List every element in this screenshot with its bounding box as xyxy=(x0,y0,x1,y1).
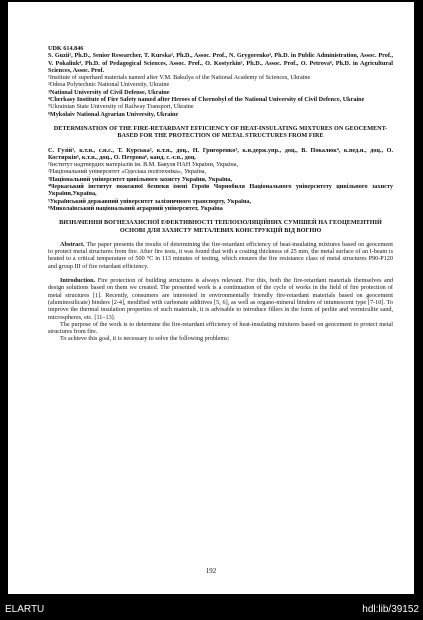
abstract-text: The paper presents the results of determining the fire-retardant efficiency of heat-insulating mixtures based on geocement to protect metal structures from fire. After fire tests, it was found that with a coating thickness of 25 mm, the metal surface of an I-beam is heated to a critical temperature of 500 °C in 113 minutes of testing, which ensures the fire resistance class of metal structures Р90-Р120 and group ІІІ of fire retardant efficiency. xyxy=(48,240,393,270)
affiliation-ua: ³Національний університет цивільного захисту України, Україна, xyxy=(48,175,233,183)
affiliation-ua: ⁵Український державний університет залізничного транспорту, Україна, xyxy=(48,197,252,205)
affiliation-ua: ¹Інститут надтвердих матеріалів ім. В.М. Бакуля НАН України, Україна, xyxy=(48,161,238,169)
affiliation-en: ³National University of Civil Defense, Ukraine xyxy=(48,88,170,96)
authors-en: S. Guzii¹, Ph.D., Senior Researcher, T. Kurska², Ph.D., Assoc. Prof., N. Grygorenko³, Ph.D. in Public Administration, Assoc. Prof., V. Pokaliuk⁴, Ph.D. of Pedagogical Sciences, Assoc. Prof., O. Kostyrkin⁵, Ph.D., Assoc. Prof., O. Petrova⁶, Ph.D. in Agricultural Sciences, Assoc. Prof. xyxy=(48,52,393,74)
affiliation-en: ⁶Mykolaiv National Agrarian University, Ukraine xyxy=(48,110,179,118)
footer-bar xyxy=(0,596,423,620)
affiliation-en: ⁴Cherkasy Institute of Fire Safety named after Heroes of Chernobyl of the National University of Civil Defence, Ukraine xyxy=(48,96,365,104)
authors-ua: С. Гузій¹, к.т.н., с.н.с., Т. Курська², к.т.н., доц., Н. Григоренко³, к.н.держ.упр., доц., В. Покалюк⁴, к.пед.н., доц., О. Костиркін⁵, к.т.н., доц., О. Петрова⁶, канд. с.-г.н., доц. xyxy=(48,146,393,161)
purpose-paragraph: The purpose of the work is to determine the fire-retardant efficiency of heat-insulating mixtures based on geocement to protect metal structures from fire. xyxy=(48,320,393,336)
page-content xyxy=(48,45,393,343)
abstract-paragraph xyxy=(48,241,393,270)
title-ua: ВИЗНАЧЕННЯ ВОГНЕЗАХИСНОЇ ЕФЕКТИВНОСТІ ТЕПЛОІЗОЛЯЦІЙНИХ СУМІШЕЙ НА ГЕОЦЕМЕНТНІЙ ОСНОВІ ДЛЯ ЗАХИСТУ МЕТАЛЕВИХ КОНСТРУКЦІЙ ВІД ВОГНЮ xyxy=(59,219,382,234)
intro-text: Fire protection of building structures is always relevant. For this, both the fire-retardant materials themselves and design solutions based on them we created. The presented work is a continuation of the cycle of works in the field of fire protection of metal structures [1]. Recently, consumers are interested in environmentally friendly fire-retardant materials based on geocement (aluminosilicate) binders [2-4], modified with carbonate additives [5, 6], as well as organo-mineral binders of intumescent type [7-10]. To improve the thermal insulation properties of such materials, it is advisable to introduce fillers in the form of perlite and vermiculite sand, microspheres, etc. [11–13]. xyxy=(48,277,393,321)
affiliation-ua: ⁶Миколаївський національний аграрний університет, Україна xyxy=(48,204,223,212)
intro-paragraph xyxy=(48,277,393,321)
abstract-label: Abstract. xyxy=(60,240,85,248)
repository-label: ELARTU xyxy=(5,604,45,615)
intro-label: Introduction. xyxy=(60,277,96,285)
affiliation-ua: ⁴Черкаський інститут пожежної безпеки імені Героїв Чорнобиля Національного університету цивільного захисту України,Україна, xyxy=(48,183,393,198)
page-number: 192 xyxy=(205,567,217,575)
document-page xyxy=(8,2,414,594)
affiliation-en: ²Odesa Polytechnic National University, Ukraine xyxy=(48,81,170,89)
title-en: DETERMINATION OF THE FIRE-RETARDANT EFFICIENCY OF HEAT-INSULATING MIXTURES ON GEOCEMENT-BASED FOR THE PROTECTION OF METAL STRUCTURES FROM FIRE xyxy=(53,124,388,140)
handle-label: hdl:lib/39152 xyxy=(362,604,419,615)
affiliation-ua: ²Національний університет «Одеська політехніка», Україна, xyxy=(48,168,207,176)
goal-paragraph: To achieve this goal, it is necessary to solve the following problems: xyxy=(60,335,230,343)
affiliation-en: ¹Institute of superhard materials named after V.M. Bakulya of the National Academy of Sciences, Ukraine xyxy=(48,74,311,82)
udk-code: UDK 614.846 xyxy=(48,45,84,52)
affiliation-en: ⁵Ukrainian State University of Railway Transport, Ukraine xyxy=(48,103,194,111)
